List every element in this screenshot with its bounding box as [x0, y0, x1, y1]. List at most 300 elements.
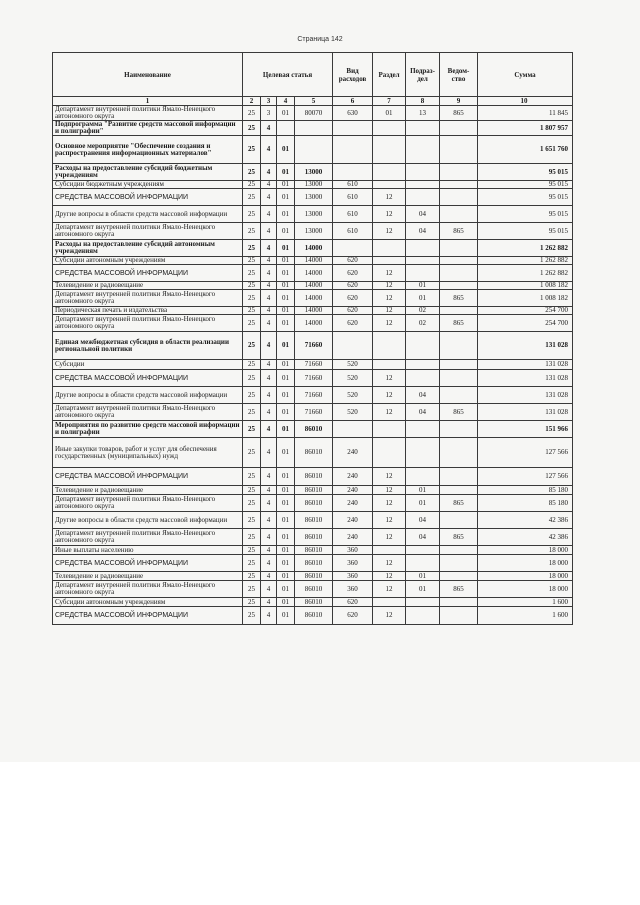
code-part-3: 01 — [277, 257, 295, 265]
sum-value: 131 028 — [478, 387, 573, 404]
code-part-4: 86010 — [295, 438, 333, 468]
code-part-2: 4 — [261, 257, 277, 265]
subsection-code — [406, 332, 440, 360]
code-part-2: 4 — [261, 438, 277, 468]
subsection-code: 01 — [406, 572, 440, 581]
table-row — [53, 307, 573, 315]
department-code — [440, 598, 478, 607]
row-name: СРЕДСТВА МАССОВОЙ ИНФОРМАЦИИ — [53, 189, 243, 206]
code-part-2: 4 — [261, 404, 277, 421]
department-code — [440, 607, 478, 625]
code-part-3: 01 — [277, 546, 295, 555]
row-name: Субсидии бюджетным учреждениям — [53, 181, 243, 189]
sum-value: 1 262 882 — [478, 240, 573, 257]
table-row — [53, 332, 573, 360]
department-code — [440, 164, 478, 181]
code-part-2: 4 — [261, 421, 277, 438]
subsection-code — [406, 265, 440, 282]
header-sum: Сумма — [478, 53, 573, 97]
row-name: СРЕДСТВА МАССОВОЙ ИНФОРМАЦИИ — [53, 265, 243, 282]
table-row — [53, 572, 573, 581]
header-section: Раздел — [373, 53, 406, 97]
code-part-1: 25 — [243, 290, 261, 307]
table-row — [53, 598, 573, 607]
table-body — [53, 106, 573, 625]
code-part-2: 4 — [261, 189, 277, 206]
expense-type: 360 — [333, 581, 373, 598]
row-name: Телевидение и радиовещание — [53, 282, 243, 290]
code-part-4: 80070 — [295, 106, 333, 121]
row-name: Субсидии автономным учреждениям — [53, 257, 243, 265]
row-name: Телевидение и радиовещание — [53, 572, 243, 581]
row-name: Периодическая печать и издательства — [53, 307, 243, 315]
code-part-1: 25 — [243, 332, 261, 360]
row-name: Единая межбюджетная субсидия в области реализации региональной политики — [53, 332, 243, 360]
section-code: 12 — [373, 607, 406, 625]
code-part-4: 14000 — [295, 265, 333, 282]
code-part-1: 25 — [243, 598, 261, 607]
code-part-3: 01 — [277, 387, 295, 404]
department-code: 865 — [440, 581, 478, 598]
section-code — [373, 438, 406, 468]
section-code — [373, 257, 406, 265]
expense-type: 240 — [333, 438, 373, 468]
row-name: Иные закупки товаров, работ и услуг для обеспечения государственных (муниципальных) нужд — [53, 438, 243, 468]
table-row — [53, 164, 573, 181]
code-part-3: 01 — [277, 404, 295, 421]
code-part-3: 01 — [277, 307, 295, 315]
code-part-4: 13000 — [295, 206, 333, 223]
row-name: Субсидии автономным учреждениям — [53, 598, 243, 607]
section-code: 12 — [373, 468, 406, 486]
code-part-3: 01 — [277, 136, 295, 164]
code-part-4: 71660 — [295, 332, 333, 360]
department-code: 865 — [440, 223, 478, 240]
subsection-code — [406, 555, 440, 572]
subsection-code — [406, 546, 440, 555]
page-number: Страница 142 — [297, 36, 343, 43]
table-header-row — [53, 53, 573, 97]
code-part-3: 01 — [277, 581, 295, 598]
code-part-3: 01 — [277, 421, 295, 438]
expense-type: 240 — [333, 512, 373, 529]
subsection-code — [406, 360, 440, 370]
expense-type — [333, 164, 373, 181]
subsection-code — [406, 136, 440, 164]
code-part-2: 4 — [261, 581, 277, 598]
expense-type: 620 — [333, 290, 373, 307]
table-row — [53, 421, 573, 438]
table-row — [53, 360, 573, 370]
section-code: 12 — [373, 512, 406, 529]
department-code — [440, 572, 478, 581]
department-code — [440, 387, 478, 404]
expense-type: 620 — [333, 282, 373, 290]
code-part-4: 86010 — [295, 607, 333, 625]
code-part-4: 86010 — [295, 512, 333, 529]
subsection-code — [406, 164, 440, 181]
sum-value: 254 700 — [478, 307, 573, 315]
row-name: Расходы на предоставление субсидий автономным учреждениям — [53, 240, 243, 257]
section-code: 12 — [373, 315, 406, 332]
code-part-2: 4 — [261, 240, 277, 257]
code-part-2: 4 — [261, 307, 277, 315]
department-code: 865 — [440, 106, 478, 121]
code-part-3: 01 — [277, 468, 295, 486]
code-part-3: 01 — [277, 360, 295, 370]
code-part-3: 01 — [277, 598, 295, 607]
sum-value: 1 600 — [478, 607, 573, 625]
table-row — [53, 106, 573, 121]
code-part-1: 25 — [243, 121, 261, 136]
subsection-code — [406, 257, 440, 265]
code-part-1: 25 — [243, 136, 261, 164]
code-part-2: 4 — [261, 546, 277, 555]
col-number: 1 — [53, 97, 243, 106]
code-part-2: 4 — [261, 121, 277, 136]
code-part-2: 4 — [261, 164, 277, 181]
code-part-1: 25 — [243, 223, 261, 240]
expense-type: 520 — [333, 404, 373, 421]
sum-value: 1 262 882 — [478, 257, 573, 265]
sum-value: 1 651 760 — [478, 136, 573, 164]
header-department: Ведом-ство — [440, 53, 478, 97]
expense-type: 360 — [333, 546, 373, 555]
table-row — [53, 136, 573, 164]
row-name: Департамент внутренней политики Ямало-Ненецкого автономного округа — [53, 581, 243, 598]
table-row — [53, 121, 573, 136]
row-name: Департамент внутренней политики Ямало-Ненецкого автономного округа — [53, 495, 243, 512]
department-code — [440, 370, 478, 387]
subsection-code: 04 — [406, 512, 440, 529]
row-name: Другие вопросы в области средств массовой информации — [53, 206, 243, 223]
code-part-2: 4 — [261, 206, 277, 223]
code-part-3: 01 — [277, 486, 295, 495]
table-row — [53, 555, 573, 572]
sum-value: 95 015 — [478, 206, 573, 223]
sum-value: 1 807 957 — [478, 121, 573, 136]
code-part-4: 13000 — [295, 164, 333, 181]
col-number: 6 — [333, 97, 373, 106]
col-number: 10 — [478, 97, 573, 106]
department-code — [440, 206, 478, 223]
section-code: 12 — [373, 189, 406, 206]
code-part-2: 4 — [261, 332, 277, 360]
row-name: Департамент внутренней политики Ямало-Ненецкого автономного округа — [53, 315, 243, 332]
section-code — [373, 164, 406, 181]
expense-type: 240 — [333, 468, 373, 486]
department-code — [440, 512, 478, 529]
section-code: 01 — [373, 106, 406, 121]
code-part-3: 01 — [277, 106, 295, 121]
table-row — [53, 387, 573, 404]
department-code — [440, 438, 478, 468]
expense-type: 520 — [333, 370, 373, 387]
code-part-4: 86010 — [295, 486, 333, 495]
row-name: Расходы на предоставление субсидий бюджетным учреждениям — [53, 164, 243, 181]
subsection-code: 04 — [406, 404, 440, 421]
code-part-3: 01 — [277, 512, 295, 529]
code-part-1: 25 — [243, 529, 261, 546]
code-part-2: 4 — [261, 360, 277, 370]
code-part-4: 86010 — [295, 546, 333, 555]
department-code — [440, 121, 478, 136]
code-part-4: 86010 — [295, 468, 333, 486]
row-name: СРЕДСТВА МАССОВОЙ ИНФОРМАЦИИ — [53, 370, 243, 387]
sum-value: 18 000 — [478, 581, 573, 598]
section-code — [373, 181, 406, 189]
code-part-3: 01 — [277, 555, 295, 572]
department-code: 865 — [440, 404, 478, 421]
expense-type: 360 — [333, 572, 373, 581]
code-part-1: 25 — [243, 360, 261, 370]
sum-value: 95 015 — [478, 181, 573, 189]
code-part-3: 01 — [277, 332, 295, 360]
code-part-1: 25 — [243, 206, 261, 223]
expense-type — [333, 332, 373, 360]
code-part-2: 4 — [261, 607, 277, 625]
expense-type: 620 — [333, 265, 373, 282]
table-row — [53, 223, 573, 240]
sum-value: 151 966 — [478, 421, 573, 438]
subsection-code — [406, 438, 440, 468]
code-part-3: 01 — [277, 206, 295, 223]
sum-value: 11 845 — [478, 106, 573, 121]
expense-type: 360 — [333, 555, 373, 572]
expense-type: 630 — [333, 106, 373, 121]
expense-type: 620 — [333, 315, 373, 332]
sum-value: 254 700 — [478, 315, 573, 332]
row-name: Департамент внутренней политики Ямало-Ненецкого автономного округа — [53, 529, 243, 546]
code-part-1: 25 — [243, 468, 261, 486]
table-row — [53, 468, 573, 486]
section-code: 12 — [373, 529, 406, 546]
code-part-3: 01 — [277, 164, 295, 181]
expense-type: 240 — [333, 529, 373, 546]
section-code: 12 — [373, 486, 406, 495]
code-part-4: 13000 — [295, 189, 333, 206]
sum-value: 42 386 — [478, 512, 573, 529]
subsection-code — [406, 607, 440, 625]
subsection-code: 01 — [406, 290, 440, 307]
code-part-1: 25 — [243, 164, 261, 181]
sum-value: 18 000 — [478, 572, 573, 581]
section-code: 12 — [373, 404, 406, 421]
header-expense-type: Вид расходов — [333, 53, 373, 97]
code-part-2: 4 — [261, 486, 277, 495]
subsection-code: 01 — [406, 486, 440, 495]
section-code — [373, 421, 406, 438]
sum-value: 95 015 — [478, 164, 573, 181]
code-part-4: 86010 — [295, 581, 333, 598]
sum-value: 1 008 182 — [478, 282, 573, 290]
sum-value: 95 015 — [478, 223, 573, 240]
sum-value: 127 566 — [478, 468, 573, 486]
code-part-3: 01 — [277, 223, 295, 240]
subsection-code: 04 — [406, 387, 440, 404]
code-part-1: 25 — [243, 486, 261, 495]
code-part-3: 01 — [277, 189, 295, 206]
code-part-4: 71660 — [295, 387, 333, 404]
sum-value: 1 008 182 — [478, 290, 573, 307]
code-part-4: 14000 — [295, 257, 333, 265]
code-part-2: 4 — [261, 265, 277, 282]
subsection-code — [406, 370, 440, 387]
section-code: 12 — [373, 307, 406, 315]
code-part-3: 01 — [277, 181, 295, 189]
sum-value: 18 000 — [478, 555, 573, 572]
subsection-code: 01 — [406, 495, 440, 512]
department-code — [440, 240, 478, 257]
subsection-code: 01 — [406, 581, 440, 598]
table-row — [53, 607, 573, 625]
department-code — [440, 257, 478, 265]
code-part-1: 25 — [243, 265, 261, 282]
code-part-1: 25 — [243, 546, 261, 555]
code-part-1: 25 — [243, 307, 261, 315]
section-code: 12 — [373, 206, 406, 223]
table-row — [53, 206, 573, 223]
header-subsection: Подраз-дел — [406, 53, 440, 97]
expense-type: 620 — [333, 257, 373, 265]
department-code — [440, 307, 478, 315]
code-part-2: 3 — [261, 106, 277, 121]
col-number: 7 — [373, 97, 406, 106]
expense-type — [333, 136, 373, 164]
subsection-code: 13 — [406, 106, 440, 121]
sum-value: 1 262 882 — [478, 265, 573, 282]
expense-type: 610 — [333, 223, 373, 240]
code-part-3: 01 — [277, 240, 295, 257]
table-row — [53, 290, 573, 307]
sum-value: 85 180 — [478, 486, 573, 495]
expense-type: 610 — [333, 181, 373, 189]
row-name: Департамент внутренней политики Ямало-Ненецкого автономного округа — [53, 223, 243, 240]
code-part-2: 4 — [261, 370, 277, 387]
table-row — [53, 495, 573, 512]
row-name: Другие вопросы в области средств массовой информации — [53, 512, 243, 529]
table-row — [53, 581, 573, 598]
subsection-code — [406, 598, 440, 607]
code-part-1: 25 — [243, 282, 261, 290]
code-part-3: 01 — [277, 572, 295, 581]
code-part-1: 25 — [243, 315, 261, 332]
code-part-3: 01 — [277, 282, 295, 290]
code-part-2: 4 — [261, 495, 277, 512]
code-part-2: 4 — [261, 468, 277, 486]
expense-type: 610 — [333, 206, 373, 223]
expense-type: 610 — [333, 189, 373, 206]
col-number: 2 — [243, 97, 261, 106]
section-code — [373, 360, 406, 370]
code-part-4: 86010 — [295, 555, 333, 572]
subsection-code — [406, 189, 440, 206]
section-code: 12 — [373, 223, 406, 240]
expense-type: 520 — [333, 360, 373, 370]
sum-value: 127 566 — [478, 438, 573, 468]
code-part-2: 4 — [261, 181, 277, 189]
department-code — [440, 282, 478, 290]
department-code — [440, 265, 478, 282]
col-number: 4 — [277, 97, 295, 106]
section-code: 12 — [373, 265, 406, 282]
code-part-3: 01 — [277, 370, 295, 387]
subsection-code: 02 — [406, 315, 440, 332]
table-row — [53, 189, 573, 206]
section-code — [373, 240, 406, 257]
code-part-2: 4 — [261, 572, 277, 581]
department-code — [440, 486, 478, 495]
department-code: 865 — [440, 495, 478, 512]
department-code — [440, 546, 478, 555]
code-part-1: 25 — [243, 512, 261, 529]
table-row — [53, 529, 573, 546]
sum-value: 131 028 — [478, 404, 573, 421]
code-part-4 — [295, 121, 333, 136]
row-name: Мероприятия по развитию средств массовой информации и полиграфии — [53, 421, 243, 438]
row-name: Телевидение и радиовещание — [53, 486, 243, 495]
code-part-1: 25 — [243, 607, 261, 625]
row-name: Департамент внутренней политики Ямало-Ненецкого автономного округа — [53, 404, 243, 421]
code-part-3: 01 — [277, 529, 295, 546]
code-part-2: 4 — [261, 555, 277, 572]
section-code: 12 — [373, 290, 406, 307]
department-code — [440, 181, 478, 189]
row-name: Другие вопросы в области средств массовой информации — [53, 387, 243, 404]
sum-value: 18 000 — [478, 546, 573, 555]
subsection-code — [406, 181, 440, 189]
department-code — [440, 555, 478, 572]
code-part-4: 71660 — [295, 370, 333, 387]
row-name: Основное мероприятие "Обеспечение создания и распространения информационных материалов" — [53, 136, 243, 164]
department-code: 865 — [440, 529, 478, 546]
table-row — [53, 265, 573, 282]
expense-type — [333, 240, 373, 257]
code-part-1: 25 — [243, 438, 261, 468]
code-part-2: 4 — [261, 387, 277, 404]
code-part-1: 25 — [243, 495, 261, 512]
code-part-2: 4 — [261, 529, 277, 546]
code-part-1: 25 — [243, 421, 261, 438]
section-code — [373, 546, 406, 555]
code-part-1: 25 — [243, 581, 261, 598]
code-part-4: 14000 — [295, 315, 333, 332]
department-code — [440, 332, 478, 360]
code-part-3: 01 — [277, 315, 295, 332]
sum-value: 42 386 — [478, 529, 573, 546]
code-part-3: 01 — [277, 265, 295, 282]
row-name: СРЕДСТВА МАССОВОЙ ИНФОРМАЦИИ — [53, 607, 243, 625]
expense-type: 520 — [333, 387, 373, 404]
sum-value: 131 028 — [478, 332, 573, 360]
code-part-2: 4 — [261, 598, 277, 607]
table-row — [53, 512, 573, 529]
department-code — [440, 189, 478, 206]
code-part-2: 4 — [261, 315, 277, 332]
section-code: 12 — [373, 282, 406, 290]
section-code: 12 — [373, 387, 406, 404]
table-row — [53, 315, 573, 332]
expense-type: 620 — [333, 598, 373, 607]
row-name: Подпрограмма "Развитие средств массовой информации и полиграфии" — [53, 121, 243, 136]
code-part-4: 13000 — [295, 223, 333, 240]
col-number: 9 — [440, 97, 478, 106]
row-name: Иные выплаты населению — [53, 546, 243, 555]
code-part-4: 14000 — [295, 290, 333, 307]
table-row — [53, 370, 573, 387]
col-number: 8 — [406, 97, 440, 106]
header-target-article: Целевая статья — [243, 53, 333, 97]
